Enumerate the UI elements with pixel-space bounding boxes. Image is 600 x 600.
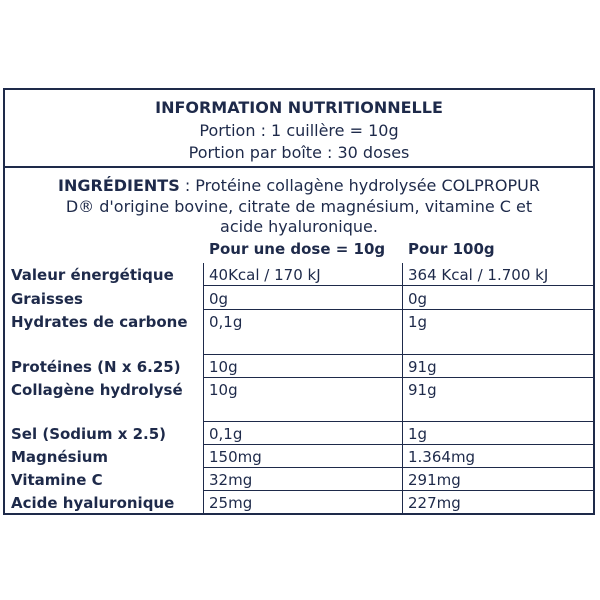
nutrition-panel [3,88,595,515]
value-per-100g: 91g [408,381,437,399]
portion-size: Portion : 1 cuillère = 10g [199,121,399,140]
row-divider [203,377,593,378]
column-header-per-100g: Pour 100g [408,240,495,258]
nutrition-title: INFORMATION NUTRITIONNELLE [155,98,443,117]
row-divider [203,285,593,286]
value-per-100g: 0g [408,290,428,308]
row-divider [203,309,593,310]
ingredients-line-1 [5,176,593,196]
value-per-100g: 291mg [408,471,461,489]
ingredients-line-3: acide hyaluronique. [220,217,378,236]
value-per-100g: 91g [408,358,437,376]
row-divider [203,421,593,422]
value-per-dose: 10g [209,381,238,399]
column-header-per-dose: Pour une dose = 10g [209,240,386,258]
value-per-100g: 1g [408,425,428,443]
row-divider [203,490,593,491]
value-per-100g: 1g [408,313,428,331]
row-divider [203,467,593,468]
nutrient-label: Hydrates de carbone [11,313,188,331]
value-per-100g: 364 Kcal / 1.700 kJ [408,266,549,284]
value-per-dose: 40Kcal / 170 kJ [209,266,321,284]
nutrient-label: Valeur énergétique [11,266,174,284]
ingredients-line-2: D® d'origine bovine, citrate de magnésium, vitamine C et [65,197,533,216]
nutrient-label: Vitamine C [11,471,103,489]
servings-per-box: Portion par boîte : 30 doses [188,143,410,162]
nutrient-label: Sel (Sodium x 2.5) [11,425,167,443]
column-divider-2 [402,263,403,513]
nutrient-label: Acide hyaluronique [11,494,175,512]
column-divider-1 [203,263,204,513]
nutrition-header [5,90,593,168]
nutrient-label: Magnésium [11,448,109,466]
value-per-dose: 0,1g [209,313,243,331]
ingredients-label: INGRÉDIENTS [58,176,180,195]
value-per-dose: 150mg [209,448,262,466]
nutrient-label: Collagène hydrolysé [11,381,183,399]
nutrient-label: Graisses [11,290,83,308]
ingredients-text-1: : Protéine collagène hydrolysée COLPROPUR [179,176,540,195]
value-per-dose: 32mg [209,471,253,489]
row-divider [203,354,593,355]
value-per-dose: 0,1g [209,425,243,443]
value-per-dose: 25mg [209,494,253,512]
row-divider [203,444,593,445]
value-per-100g: 1.364mg [408,448,476,466]
value-per-100g: 227mg [408,494,461,512]
value-per-dose: 0g [209,290,229,308]
value-per-dose: 10g [209,358,238,376]
nutrient-label: Protéines (N x 6.25) [11,358,181,376]
